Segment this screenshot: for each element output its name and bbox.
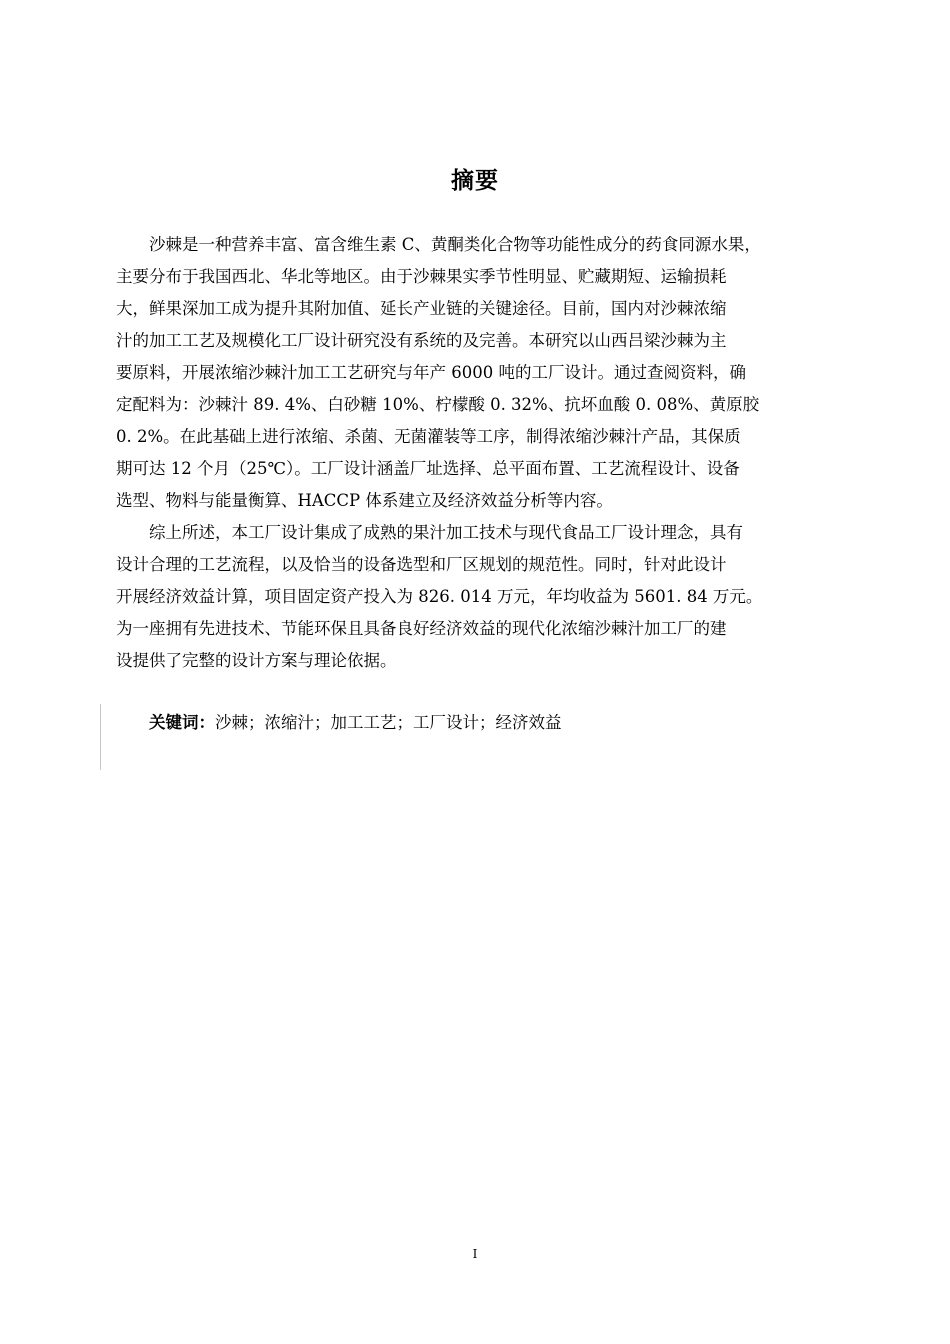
paragraph-line: 选型、物料与能量衡算、HACCP 体系建立及经济效益分析等内容。 [116,491,613,510]
keywords-line [149,707,562,739]
paragraph-line: 大，鲜果深加工成为提升其附加值、延长产业链的关键途径。目前，国内对沙棘浓缩 [116,299,727,318]
paragraph-line: 汁的加工工艺及规模化工厂设计研究没有系统的及完善。本研究以山西吕梁沙棘为主 [116,331,727,350]
paragraph-line: 主要分布于我国西北、华北等地区。由于沙棘果实季节性明显、贮藏期短、运输损耗 [116,267,727,286]
paragraph-line: 设提供了完整的设计方案与理论依据。 [116,651,397,670]
paragraph-line: 设计合理的工艺流程，以及恰当的设备选型和厂区规划的规范性。同时，针对此设计 [116,555,727,574]
paragraph-line: 综上所述，本工厂设计集成了成熟的果汁加工技术与现代食品工厂设计理念，具有 [149,523,743,542]
keywords-divider [100,704,101,770]
paragraph-line: 0. 2%。在此基础上进行浓缩、杀菌、无菌灌装等工序，制得浓缩沙棘汁产品，其保质 [116,427,741,446]
paragraph-line: 为一座拥有先进技术、节能环保且具备良好经济效益的现代化浓缩沙棘汁加工厂的建 [116,619,727,638]
paragraph-line: 期可达 12 个月（25℃）。工厂设计涵盖厂址选择、总平面布置、工艺流程设计、设备 [116,459,740,478]
page-title: 摘要 [451,168,499,194]
paragraph-line: 要原料，开展浓缩沙棘汁加工工艺研究与年产 6000 吨的工厂设计。通过查阅资料，确 [116,363,746,382]
paragraph-line: 开展经济效益计算，项目固定资产投入为 826. 014 万元，年均收益为 5601. 84 万元。 [116,587,763,606]
page-number: I [472,1247,478,1261]
paragraph-line: 定配料为：沙棘汁 89. 4%、白砂糖 10%、柠檬酸 0. 32%、抗坏血酸 0. 08%、黄原胶 [116,395,760,414]
paragraph-line: 沙棘是一种营养丰富、富含维生素 C、黄酮类化合物等功能性成分的药食同源水果， [149,235,761,254]
keywords-label: 关键词： [149,713,215,732]
keywords-text: 沙棘；浓缩汁；加工工艺；工厂设计；经济效益 [215,713,562,732]
